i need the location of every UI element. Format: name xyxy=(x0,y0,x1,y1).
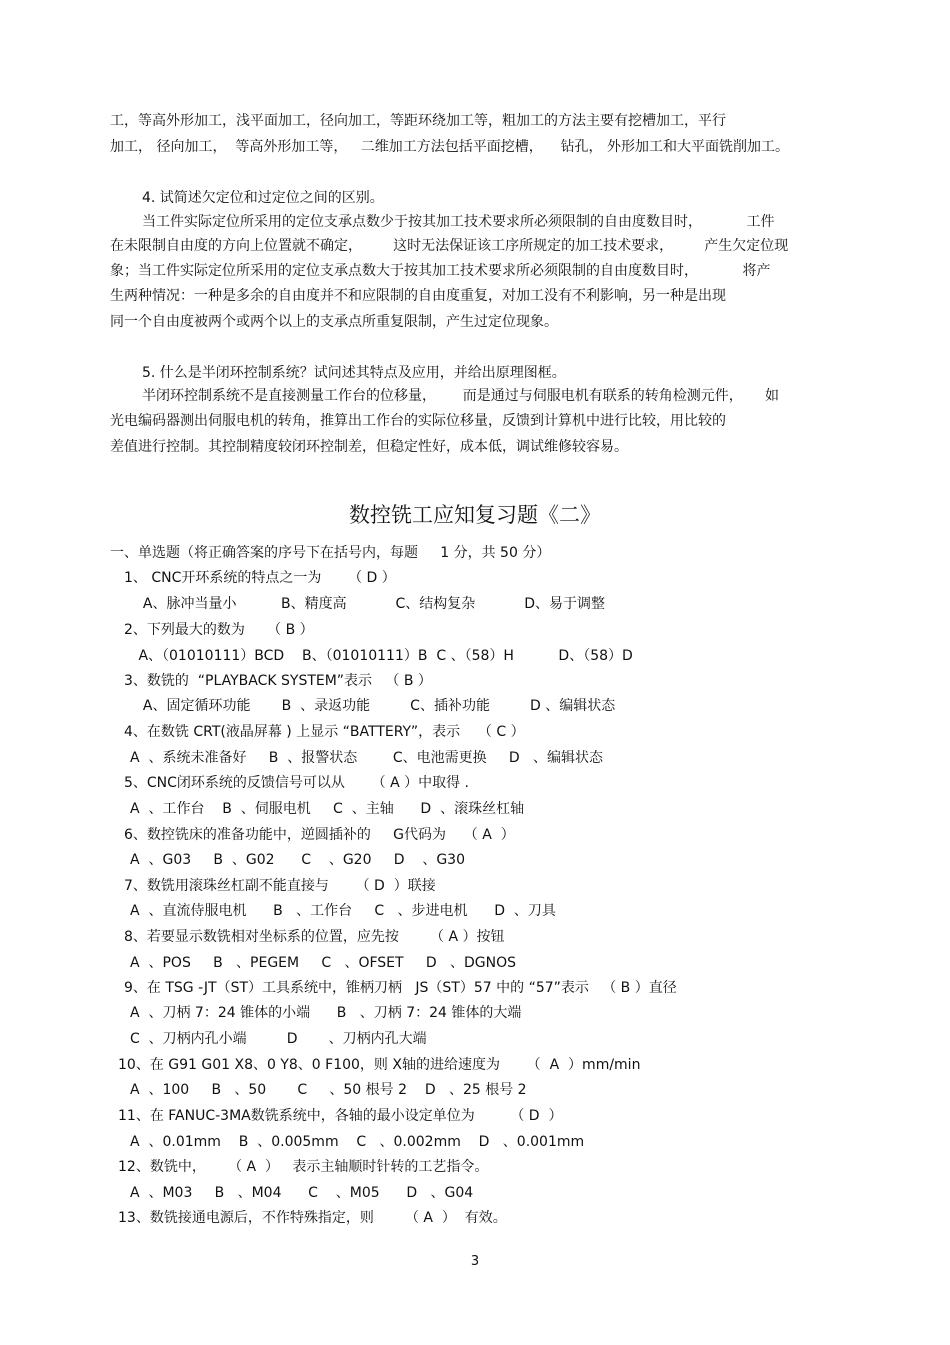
prev-section-line: 加工， 径向加工， 等高外形加工等， 二维加工方法包括平面挖槽， 钻孔， 外形加工和大平面铣削加工。 xyxy=(110,139,789,155)
quiz-line: A 、刀柄 7：24 锥体的小端 B 、刀柄 7：24 锥体的大端 xyxy=(130,1005,522,1021)
quiz-line: A 、直流侍服电机 B 、工作台 C 、步进电机 D 、刀具 xyxy=(130,903,556,919)
answer-5-line: 半闭环控制系统不是直接测量工作台的位移量， 而是通过与伺服电机有联系的转角检测元件， 如 xyxy=(142,388,779,404)
section-header: 一、单选题（将正确答案的序号下在括号内，每题 1 分，共 50 分） xyxy=(110,545,551,561)
answer-4-line: 象；当工件实际定位所采用的定位支承点数大于按其加工技术要求所必须限制的自由度数目时， 将产 xyxy=(110,263,771,279)
answer-4-line: 在未限制自由度的方向上位置就不确定， 这时无法保证该工序所规定的加工技术要求， 产生欠定位现 xyxy=(110,238,789,254)
section-title: 数控铣工应知复习题《二》 xyxy=(349,503,601,527)
answer-4-line: 生两种情况：一种是多余的自由度并不和应限制的自由度重复，对加工没有不利影响，另一种是出现 xyxy=(110,288,726,304)
quiz-line: A 、100 B 、50 C 、50 根号 2 D 、25 根号 2 xyxy=(130,1082,527,1098)
quiz-line: A、固定循环功能 B 、录返功能 C、插补功能 D 、编辑状态 xyxy=(134,698,616,714)
quiz-line: A 、POS B 、PEGEM C 、OFSET D 、DGNOS xyxy=(130,955,516,971)
quiz-line: A 、M03 B 、M04 C 、M05 D 、G04 xyxy=(130,1185,474,1201)
answer-5-line: 差值进行控制。其控制精度较闭环控制差，但稳定性好，成本低，调试维修较容易。 xyxy=(110,439,628,455)
quiz-line: 9、在 TSG -JT（ST）工具系统中，锥柄刀柄 JS（ST）57 中的 “57”表示 （ B ）直径 xyxy=(124,980,677,996)
quiz-line: A、脉冲当量小 B、精度高 C、结构复杂 D、易于调整 xyxy=(134,596,606,612)
quiz-line: 4、在数铣 CRT(液晶屏幕 ) 上显示 “BATTERY”，表示 （ C ） xyxy=(124,724,525,740)
quiz-line: A 、工作台 B 、伺服电机 C 、主轴 D 、滚珠丝杠轴 xyxy=(130,801,525,817)
quiz-line: 5、CNC闭环系统的反馈信号可以从 （ A ）中取得 . xyxy=(124,775,470,791)
quiz-line: 7、数铣用滚珠丝杠副不能直接与 （ D ）联接 xyxy=(124,878,436,894)
quiz-line: A 、系统未准备好 B 、报警状态 C、电池需更换 D 、编辑状态 xyxy=(130,750,603,766)
quiz-line: 13、数铣接通电源后，不作特殊指定，则 （ A ） 有效。 xyxy=(118,1210,507,1226)
quiz-line: 12、数铣中， （ A ） 表示主轴顺时针转的工艺指令。 xyxy=(118,1159,489,1175)
quiz-line: 3、数铣的 “PLAYBACK SYSTEM”表示 （ B ） xyxy=(124,673,432,689)
quiz-line: 10、在 G91 G01 X8、0 Y8、0 F100，则 X轴的进给速度为 （ A ）mm/min xyxy=(118,1057,641,1073)
quiz-line: 1、 CNC开环系统的特点之一为 （ D ） xyxy=(124,570,396,586)
quiz-line: 8、若要显示数铣相对坐标系的位置，应先按 （ A ）按钮 xyxy=(124,929,505,945)
answer-4-line: 同一个自由度被两个或两个以上的支承点所重复限制，产生过定位现象。 xyxy=(110,314,558,330)
quiz-line: C 、刀柄内孔小端 D 、刀柄内孔大端 xyxy=(130,1031,427,1047)
quiz-line: 6、数控铣床的准备功能中，逆圆插补的 G代码为 （ A ） xyxy=(124,827,515,843)
answer-5-line: 光电编码器测出伺服电机的转角，推算出工作台的实际位移量，反馈到计算机中进行比较，用比较的 xyxy=(110,413,726,429)
answer-4-line: 当工件实际定位所采用的定位支承点数少于按其加工技术要求所必须限制的自由度数目时， 工件 xyxy=(142,214,775,230)
prev-section-line: 工，等高外形加工，浅平面加工，径向加工，等距环绕加工等，粗加工的方法主要有挖槽加工，平行 xyxy=(110,113,726,129)
question-4: 4. 试简述欠定位和过定位之间的区别。 xyxy=(142,190,384,206)
page-number: 3 xyxy=(470,1254,480,1269)
quiz-line: A 、0.01mm B 、0.005mm C 、0.002mm D 、0.001mm xyxy=(130,1134,585,1150)
question-5: 5. 什么是半闭环控制系统？试问述其特点及应用，并给出原理图框。 xyxy=(142,365,566,381)
quiz-line: A 、G03 B 、G02 C 、G20 D 、G30 xyxy=(130,852,465,868)
quiz-line: 11、在 FANUC-3MA数铣系统中，各轴的最小设定单位为 （ D ） xyxy=(118,1108,563,1124)
quiz-line: A、（01010111）BCD B、（01010111）B C 、（58）H D、（58）D xyxy=(134,648,633,664)
quiz-line: 2、下列最大的数为 （ B ） xyxy=(124,622,314,638)
